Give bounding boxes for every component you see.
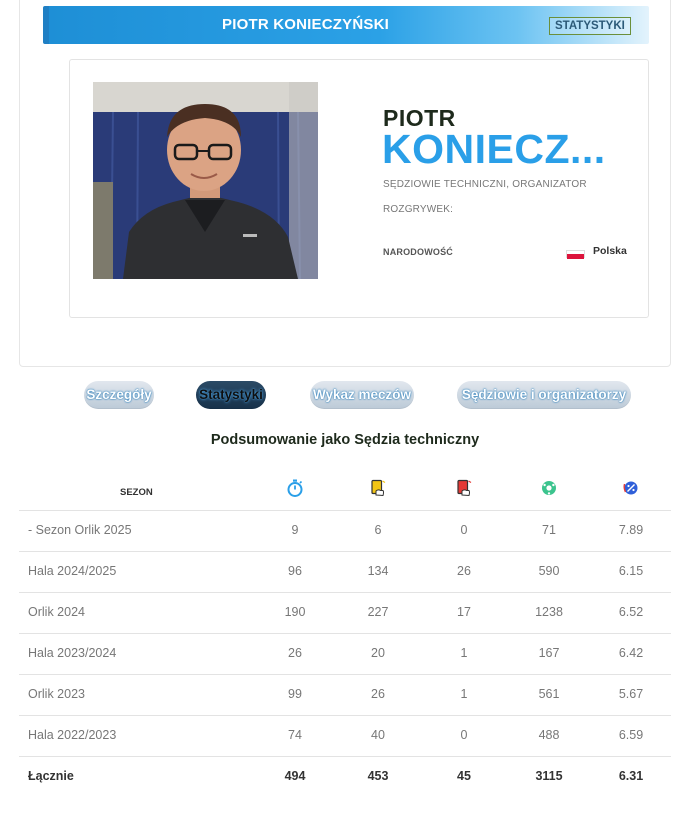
ball-icon: [539, 478, 559, 498]
first-name: PIOTR: [383, 105, 456, 131]
total-cell: 453: [367, 769, 389, 783]
last-name: KONIECZ...: [382, 126, 606, 172]
total-cell: 45: [457, 769, 471, 783]
season-column-header: SEZON: [120, 487, 153, 498]
season-cell: Hala 2024/2025: [28, 564, 117, 578]
stats-section-title: Podsumowanie jako Sędzia techniczny: [210, 432, 480, 448]
value-cell: 9: [291, 523, 299, 537]
value-cell: 26: [288, 646, 302, 660]
value-cell: 590: [538, 564, 560, 578]
value-cell: 40: [371, 728, 385, 742]
header-banner: [43, 6, 649, 44]
table-row: [19, 675, 671, 716]
value-cell: 6: [374, 523, 382, 537]
season-cell: - Sezon Orlik 2025: [28, 523, 132, 537]
yellow-card-icon: [368, 478, 388, 498]
poland-flag-icon: [566, 250, 585, 258]
total-cell: 494: [284, 769, 306, 783]
value-cell: 1: [460, 646, 468, 660]
value-cell: 17: [457, 605, 471, 619]
value-cell: 6.59: [618, 728, 644, 742]
stopwatch-icon: [285, 478, 305, 498]
value-cell: 5.67: [618, 687, 644, 701]
season-cell: Orlik 2023: [28, 687, 85, 701]
value-cell: 26: [457, 564, 471, 578]
value-cell: 99: [288, 687, 302, 701]
table-row: [19, 593, 671, 634]
profile-card: [69, 59, 649, 318]
roles-text: SĘDZIOWIE TECHNICZNI, ORGANIZATOR ROZGRYWEK:: [383, 179, 587, 215]
total-cell: 6.31: [618, 769, 644, 783]
nationality-value: Polska: [593, 245, 627, 257]
total-cell: 3115: [535, 769, 563, 783]
value-cell: 561: [538, 687, 560, 701]
tab-sedziowie-i-organizatorzy[interactable]: Sędziowie i organizatorzy: [457, 381, 631, 409]
value-cell: 488: [538, 728, 560, 742]
total-row: [19, 757, 671, 798]
value-cell: 71: [542, 523, 556, 537]
table-row: [19, 716, 671, 757]
stats-header-row: [19, 470, 671, 511]
value-cell: 6.52: [618, 605, 644, 619]
statistics-badge[interactable]: STATYSTYKI: [549, 17, 631, 35]
season-cell: Orlik 2024: [28, 605, 85, 619]
tab-wykaz-meczow[interactable]: Wykaz meczów: [310, 381, 414, 409]
average-icon: [621, 478, 641, 498]
value-cell: 6.15: [618, 564, 644, 578]
table-row: [19, 511, 671, 552]
total-label: Łącznie: [28, 769, 74, 783]
table-row: [19, 634, 671, 675]
stats-table: [19, 470, 671, 798]
tab-statystyki[interactable]: Statystyki: [196, 381, 266, 409]
season-cell: Hala 2023/2024: [28, 646, 117, 660]
value-cell: 1238: [535, 605, 563, 619]
value-cell: 0: [460, 728, 468, 742]
value-cell: 134: [367, 564, 389, 578]
table-row: [19, 552, 671, 593]
banner-title: PIOTR KONIECZYŃSKI: [222, 16, 389, 33]
value-cell: 7.89: [618, 523, 644, 537]
value-cell: 74: [288, 728, 302, 742]
nationality-label: NARODOWOŚĆ: [383, 247, 453, 257]
value-cell: 96: [288, 564, 302, 578]
value-cell: 1: [460, 687, 468, 701]
season-cell: Hala 2022/2023: [28, 728, 117, 742]
tab-szczegoly[interactable]: Szczegóły: [84, 381, 154, 409]
person-photo-illustration: [93, 82, 318, 279]
value-cell: 20: [371, 646, 385, 660]
value-cell: 227: [367, 605, 389, 619]
value-cell: 26: [371, 687, 385, 701]
value-cell: 190: [284, 605, 306, 619]
value-cell: 0: [460, 523, 468, 537]
red-card-icon: [454, 478, 474, 498]
value-cell: 6.42: [618, 646, 644, 660]
value-cell: 167: [538, 646, 560, 660]
profile-photo: [93, 82, 318, 279]
